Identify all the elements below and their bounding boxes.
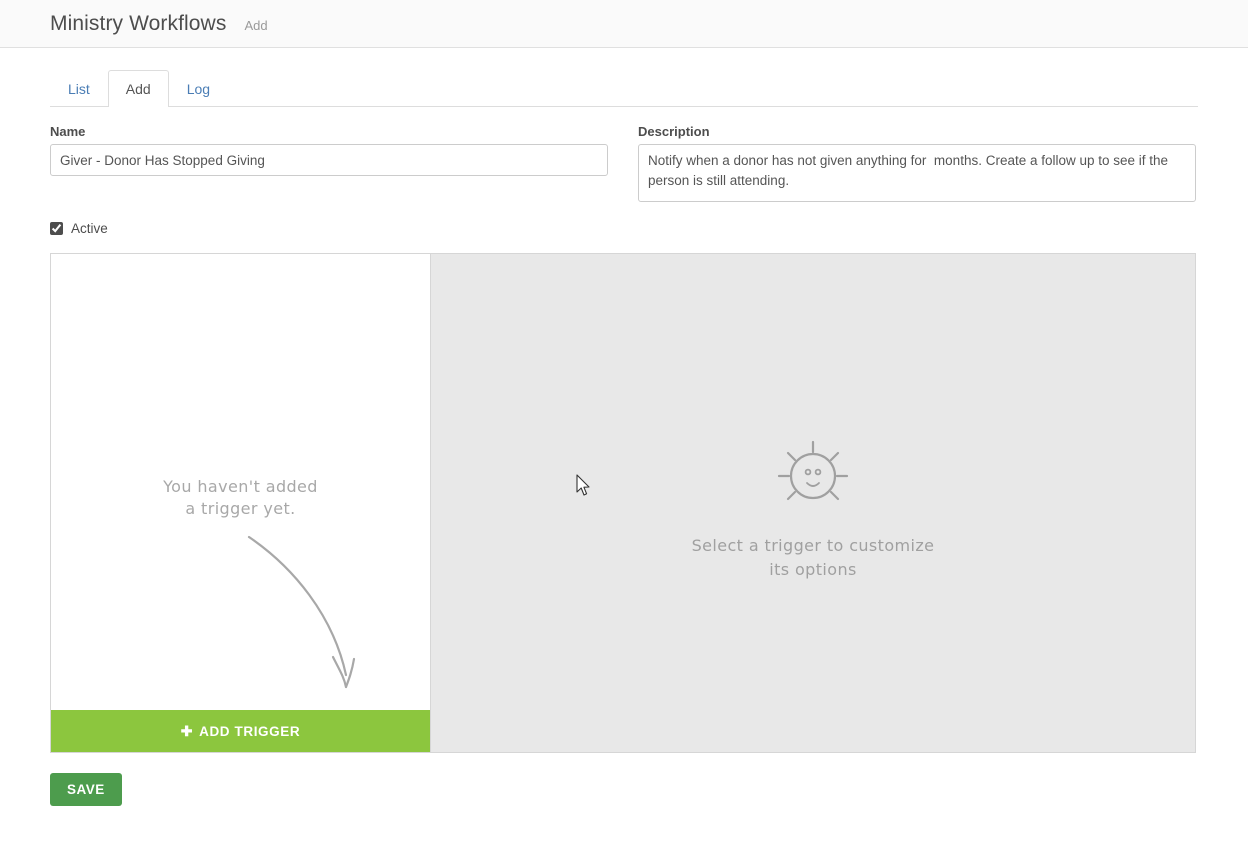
page-title: Ministry Workflows	[50, 11, 227, 35]
empty-trigger-message	[51, 476, 430, 520]
curved-arrow-icon	[241, 529, 371, 709]
form-row	[50, 124, 1198, 207]
tab-list[interactable]: List	[68, 81, 90, 97]
trigger-options-panel	[431, 254, 1195, 752]
add-trigger-button[interactable]	[51, 710, 430, 752]
select-trigger-line-2: its options	[769, 560, 857, 579]
empty-trigger-line-1: You haven't added	[163, 477, 318, 496]
trigger-panel	[51, 254, 431, 752]
page-header	[0, 0, 1248, 48]
trigger-panel-body	[51, 254, 430, 710]
name-field-group	[50, 124, 608, 207]
select-trigger-line-1: Select a trigger to customize	[691, 536, 935, 555]
description-label: Description	[638, 124, 710, 139]
active-label: Active	[71, 221, 108, 236]
gear-icon-wrap	[431, 434, 1195, 514]
save-button[interactable]: SAVE	[50, 773, 122, 806]
active-checkbox[interactable]	[50, 222, 63, 235]
workflow-designer	[50, 253, 1196, 753]
active-checkbox-row[interactable]	[50, 221, 1198, 236]
name-label: Name	[50, 124, 86, 139]
tab-log[interactable]: Log	[186, 81, 211, 97]
breadcrumb: Add	[244, 18, 268, 33]
gear-icon	[773, 434, 853, 514]
main-content	[0, 69, 1248, 806]
trigger-options-placeholder	[431, 434, 1195, 582]
description-textarea[interactable]	[638, 144, 1196, 202]
name-input[interactable]	[50, 144, 608, 176]
tab-add[interactable]: Add	[108, 70, 169, 107]
empty-trigger-line-2: a trigger yet.	[185, 499, 296, 518]
plus-icon: ✚	[180, 722, 194, 739]
tab-strip	[50, 69, 1198, 107]
add-trigger-label: ADD TRIGGER	[199, 723, 301, 739]
description-field-group	[638, 124, 1196, 207]
select-trigger-message	[431, 534, 1195, 582]
